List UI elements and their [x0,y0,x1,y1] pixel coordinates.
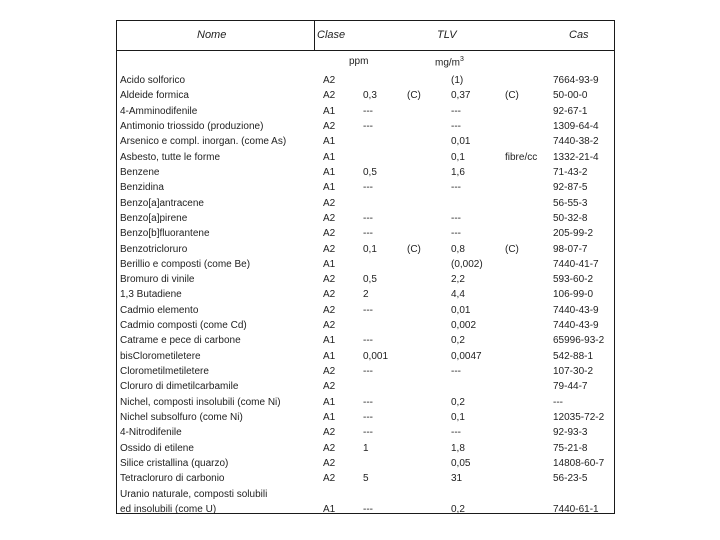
cell-ppm: --- [363,366,373,378]
cell-cas: 92-87-5 [553,182,588,194]
cell-classe: A2 [323,473,336,485]
cell-ppm-note: (C) [407,90,421,102]
unit-ppm: ppm [349,56,369,67]
cell-ppm: 2 [363,289,369,301]
cell-nome: Aldeide formica [120,90,189,102]
cell-nome: ed insolubili (come U) [120,503,217,515]
cell-classe: A2 [323,243,336,255]
table-row [117,471,616,486]
cell-ppm: --- [363,182,373,194]
cell-classe: A1 [323,182,336,194]
cell-cas: 7440-38-2 [553,136,599,148]
cell-nome: Cadmio elemento [120,304,199,316]
cell-classe: A1 [323,258,336,270]
cell-mg: --- [451,366,461,378]
cell-cas: 92-93-3 [553,427,588,439]
cell-mg: --- [451,427,461,439]
cell-mg: 0,2 [451,335,465,347]
cell-classe: A2 [323,120,336,132]
cell-ppm: --- [363,335,373,347]
cell-nome: Ossido di etilene [120,442,194,454]
cell-nome: Silice cristallina (quarzo) [120,458,229,469]
cell-mg: 0,8 [451,243,465,255]
table-row [117,349,616,364]
cell-ppm-note: (C) [407,243,421,255]
cell-mg: --- [451,182,461,194]
cell-cas: 7440-43-9 [553,304,599,316]
cell-mg: 4,4 [451,289,465,301]
cell-ppm: --- [363,228,373,240]
cell-ppm: 0,3 [363,90,377,102]
cell-ppm: --- [363,212,373,224]
cell-cas: 7440-43-9 [553,320,599,332]
cell-mg: 0,002 [451,320,477,332]
cell-classe: A1 [323,335,336,347]
table-row [117,226,616,241]
table-row [117,165,616,180]
cell-nome: Benzidina [120,182,164,194]
cell-classe: A2 [323,90,336,102]
cell-ppm: 1 [363,442,369,454]
cell-nome: Arsenico e compl. inorgan. (come As) [120,136,287,148]
cell-mg: 2,2 [451,274,465,286]
header-divider [314,21,315,50]
cell-nome: 1,3 Butadiene [120,289,182,301]
cell-cas: 1309-64-4 [553,120,599,132]
cell-mg: --- [451,228,461,240]
table-row [117,303,616,318]
cell-mg: 0,05 [451,458,471,469]
cell-ppm: --- [363,427,373,439]
table-row [117,395,616,410]
cell-nome: Clorometilmetiletere [120,366,209,378]
cell-classe: A2 [323,366,336,378]
table-row [117,318,616,333]
table-row [117,257,616,272]
table-header [117,21,614,51]
cell-mg: 0,0047 [451,350,482,362]
cell-cas: 92-67-1 [553,105,588,117]
table-row [117,287,616,302]
cell-mg: (0,002) [451,258,483,270]
table-row [117,150,616,165]
cell-cas: 56-55-3 [553,197,588,209]
cell-cas: 1332-21-4 [553,151,599,163]
cell-mg: (1) [451,75,464,86]
table-row [117,379,616,394]
cell-mg-note: (C) [505,243,519,255]
cell-nome: Benzotricloruro [120,243,188,255]
cell-nome: 4-Nitrodifenile [120,427,182,439]
cell-nome: bisClorometiletere [120,350,201,362]
cell-cas: 542-88-1 [553,350,594,362]
cell-cas: 65996-93-2 [553,335,605,347]
cell-cas: 75-21-8 [553,442,588,454]
cell-classe: A1 [323,136,336,148]
cell-nome: Bromuro di vinile [120,274,195,286]
cell-cas: 7440-61-1 [553,503,599,515]
cell-classe: A2 [323,274,336,286]
cell-mg: --- [451,212,461,224]
cell-classe: A2 [323,197,336,209]
header-tlv: TLV [437,29,457,41]
cell-nome: Uranio naturale, composti solubili [120,488,268,500]
cell-classe: A2 [323,304,336,316]
cell-classe: A2 [323,212,336,224]
table-row [117,425,616,440]
cell-classe: A1 [323,105,336,117]
cell-nome: Benzo[b]fluorantene [120,228,210,240]
cell-cas: 98-07-7 [553,243,588,255]
cell-cas: --- [553,396,563,408]
cell-mg-note: (C) [505,90,519,102]
table-row [117,180,616,195]
cell-cas: 50-32-8 [553,212,588,224]
cell-ppm: 0,5 [363,274,377,286]
cell-classe: A1 [323,151,336,163]
header-classe: Clase [317,29,346,41]
table-row [117,456,616,471]
cell-cas: 56-23-5 [553,473,588,485]
cell-classe: A2 [323,320,336,332]
cell-classe: A2 [323,427,336,439]
cell-cas: 71-43-2 [553,166,588,178]
cell-nome: Benzo[a]pirene [120,212,188,224]
cell-ppm: 0,5 [363,166,377,178]
cell-mg: 1,8 [451,442,465,454]
cell-nome: Benzo[a]antracene [120,197,204,209]
cell-mg: 31 [451,473,463,485]
cell-mg: --- [451,120,461,132]
table-row [117,211,616,226]
cell-nome: Cadmio composti (come Cd) [120,320,247,332]
cell-nome: Nichel subsolfuro (come Ni) [120,412,243,424]
cell-ppm: --- [363,120,373,132]
cell-cas: 14808-60-7 [553,458,605,469]
table-row [117,487,616,502]
cell-cas: 106-99-0 [553,289,594,301]
cell-classe: A1 [323,396,336,408]
cell-cas: 50-00-0 [553,90,588,102]
cell-mg: --- [451,105,461,117]
cell-nome: Cloruro di dimetilcarbamile [120,381,239,393]
table-row [117,119,616,134]
cell-cas: 7440-41-7 [553,258,599,270]
cell-classe: A1 [323,166,336,178]
cell-cas: 205-99-2 [553,228,594,240]
cell-classe: A1 [323,350,336,362]
cell-cas: 12035-72-2 [553,412,605,424]
cell-classe: A1 [323,412,336,424]
cell-nome: Nichel, composti insolubili (come Ni) [120,396,281,408]
cell-nome: Berillio e composti (come Be) [120,258,251,270]
cell-classe: A2 [323,381,336,393]
table-row [117,502,616,517]
cell-cas: 593-60-2 [553,274,594,286]
cell-ppm: --- [363,105,373,117]
table-row [117,104,616,119]
cell-ppm: --- [363,304,373,316]
cell-nome: Tetracloruro di carbonio [120,473,225,485]
table-row [117,88,616,103]
cell-mg: 0,01 [451,136,471,148]
cell-ppm: --- [363,503,373,515]
carcinogen-table [116,20,615,514]
cell-nome: 4-Amminodifenile [120,105,198,117]
cell-nome: Antimonio triossido (produzione) [120,120,264,132]
cell-classe: A2 [323,75,336,86]
cell-mg: 0,1 [451,412,465,424]
unit-mg-m3 [435,56,464,68]
cell-ppm: 5 [363,473,369,485]
table-row [117,242,616,257]
cell-cas: 79-44-7 [553,381,588,393]
cell-cas: 7664-93-9 [553,75,599,86]
cell-nome: Benzene [120,166,160,178]
cell-classe: A2 [323,458,336,469]
cell-classe: A2 [323,442,336,454]
table-row [117,364,616,379]
cell-mg: 0,2 [451,396,465,408]
cell-mg: 0,01 [451,304,471,316]
cell-ppm: --- [363,412,373,424]
cell-classe: A1 [323,503,336,515]
cell-ppm: 0,001 [363,350,389,362]
header-cas: Cas [569,29,589,41]
table-row [117,73,616,88]
table-row [117,134,616,149]
cell-mg: 0,2 [451,503,465,515]
cell-mg: 0,1 [451,151,465,163]
table-row [117,272,616,287]
cell-nome: Asbesto, tutte le forme [120,151,221,163]
cell-nome: Catrame e pece di carbone [120,335,241,347]
cell-mg: 0,37 [451,90,471,102]
cell-classe: A2 [323,289,336,301]
cell-ppm: --- [363,396,373,408]
cell-ppm: 0,1 [363,243,377,255]
unit-mg-exponent: 3 [460,56,464,63]
cell-mg-note: fibre/cc [505,151,538,163]
cell-cas: 107-30-2 [553,366,594,378]
table-row [117,196,616,211]
cell-nome: Acido solforico [120,75,186,86]
table-row [117,441,616,456]
header-nome: Nome [197,29,227,41]
cell-classe: A2 [323,228,336,240]
cell-mg: 1,6 [451,166,465,178]
table-row [117,333,616,348]
unit-mg-label: mg/m [435,57,460,69]
table-row [117,410,616,425]
